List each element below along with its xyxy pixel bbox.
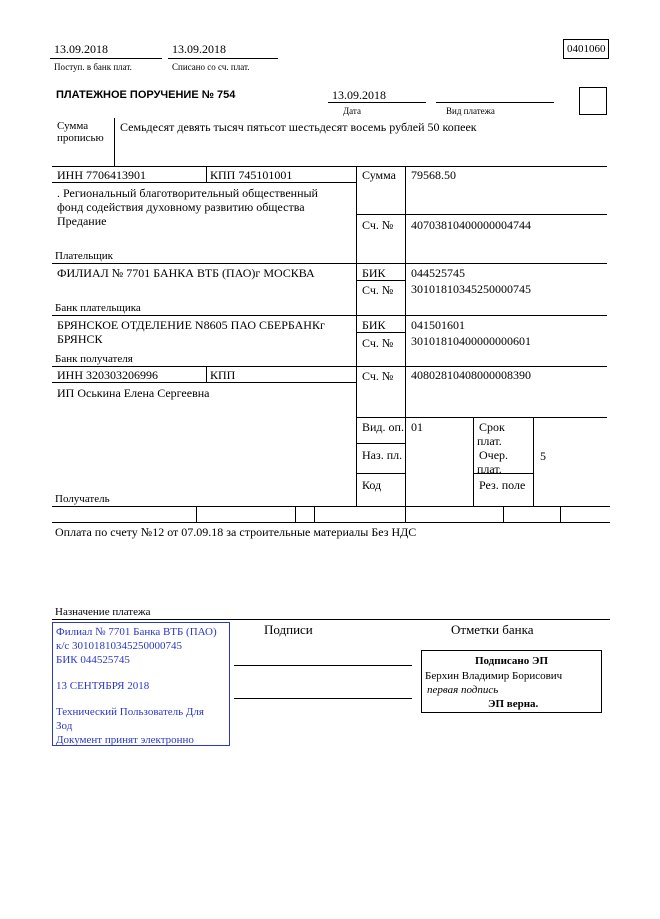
payer-label: Плательщик bbox=[55, 250, 113, 262]
amount-words-label-1: Сумма bbox=[57, 120, 89, 132]
payer-name-3: Предание bbox=[57, 214, 107, 228]
stamp-line-2: к/с 30101810345250000745 bbox=[56, 640, 183, 652]
op-type-label: Вид. оп. bbox=[362, 420, 404, 434]
pay-purpose-label: Наз. пл. bbox=[362, 448, 403, 462]
code-label: Код bbox=[362, 478, 382, 492]
stamp-line-4: 13 СЕНТЯБРЯ 2018 bbox=[56, 680, 150, 692]
debited-label: Списано со сч. плат. bbox=[172, 62, 250, 72]
payee-inn: ИНН 320303206996 bbox=[57, 368, 158, 382]
payee-bank-bik: 041501601 bbox=[411, 318, 465, 332]
amount-label: Сумма bbox=[362, 168, 396, 182]
e-signature-verified: ЭП верна. bbox=[488, 698, 539, 710]
e-signature-note: первая подпись bbox=[427, 684, 499, 696]
document-title: ПЛАТЕЖНОЕ ПОРУЧЕНИЕ № 754 bbox=[56, 89, 236, 101]
payer-bank-account-label: Сч. № bbox=[362, 283, 394, 297]
payer-name-1: . Региональный благотворительный общественный bbox=[57, 186, 318, 200]
payee-name: ИП Оськина Елена Сергеевна bbox=[57, 386, 210, 400]
purpose-label: Назначение платежа bbox=[55, 606, 151, 618]
debited-date: 13.09.2018 bbox=[172, 42, 226, 56]
stamp-line-6: Зод bbox=[56, 720, 73, 732]
amount-words: Семьдесят девять тысяч пятьсот шестьдесят восемь рублей 50 копеек bbox=[120, 120, 477, 134]
payment-type-label: Вид платежа bbox=[446, 106, 495, 116]
payer-inn: ИНН 7706413901 bbox=[57, 168, 146, 182]
e-signature-title: Подписано ЭП bbox=[474, 655, 549, 667]
term-label-2: плат. bbox=[477, 434, 502, 448]
payee-kpp: КПП bbox=[210, 368, 236, 382]
op-type: 01 bbox=[411, 420, 423, 434]
bank-marks-label: Отметки банка bbox=[451, 622, 534, 637]
stamp-line-3: БИК 044525745 bbox=[56, 654, 130, 666]
payee-label: Получатель bbox=[55, 493, 110, 505]
payer-kpp: КПП 745101001 bbox=[210, 168, 293, 182]
reserve-label: Рез. поле bbox=[479, 478, 526, 492]
order-label-1: Очер. bbox=[479, 448, 509, 462]
stamp-line-5: Технический Пользователь Для bbox=[56, 706, 204, 718]
payer-bank-bik: 044525745 bbox=[411, 266, 465, 280]
payer-name-2: фонд содействия духовному развитию общества bbox=[57, 200, 305, 214]
stamp-line-1: Филиал № 7701 Банка ВТБ (ПАО) bbox=[56, 626, 217, 638]
payee-bank-account-label: Сч. № bbox=[362, 336, 394, 350]
received-date: 13.09.2018 bbox=[54, 42, 108, 56]
purpose-text: Оплата по счету №12 от 07.09.18 за строительные материалы Без НДС bbox=[55, 525, 417, 539]
e-signature-signer: Берхин Владимир Борисович bbox=[425, 670, 563, 682]
form-code: 0401060 bbox=[567, 43, 606, 55]
payee-bank-account: 30101810400000000601 bbox=[411, 334, 531, 348]
signatures-label: Подписи bbox=[264, 622, 313, 637]
payee-account: 40802810408000008390 bbox=[411, 368, 531, 382]
payee-bank-name-1: БРЯНСКОЕ ОТДЕЛЕНИЕ N8605 ПАО СБЕРБАНКг bbox=[57, 318, 325, 332]
payment-type-box bbox=[579, 87, 607, 115]
payer-bank-account: 30101810345250000745 bbox=[411, 282, 531, 296]
stamp-line-7: Документ принят электронно bbox=[56, 734, 194, 746]
payer-account-label: Сч. № bbox=[362, 218, 394, 232]
amount-value: 79568.50 bbox=[411, 168, 456, 182]
term-label-1: Срок bbox=[479, 420, 505, 434]
payee-account-label: Сч. № bbox=[362, 369, 394, 383]
amount-words-label-2: прописью bbox=[57, 132, 104, 144]
payer-bank-name: ФИЛИАЛ № 7701 БАНКА ВТБ (ПАО)г МОСКВА bbox=[57, 266, 315, 280]
payee-bank-name-2: БРЯНСК bbox=[57, 332, 103, 346]
received-label: Поступ. в банк плат. bbox=[54, 62, 132, 72]
payee-bank-bik-label: БИК bbox=[362, 318, 386, 332]
order-value: 5 bbox=[540, 449, 546, 463]
payer-bank-label: Банк плательщика bbox=[55, 302, 141, 314]
payer-bank-bik-label: БИК bbox=[362, 266, 386, 280]
document-date: 13.09.2018 bbox=[332, 88, 386, 102]
form-code-box bbox=[563, 39, 609, 59]
order-label-2: плат. bbox=[477, 462, 502, 476]
payer-account: 40703810400000004744 bbox=[411, 218, 531, 232]
date-label: Дата bbox=[343, 106, 361, 116]
payee-bank-label: Банк получателя bbox=[55, 353, 133, 365]
